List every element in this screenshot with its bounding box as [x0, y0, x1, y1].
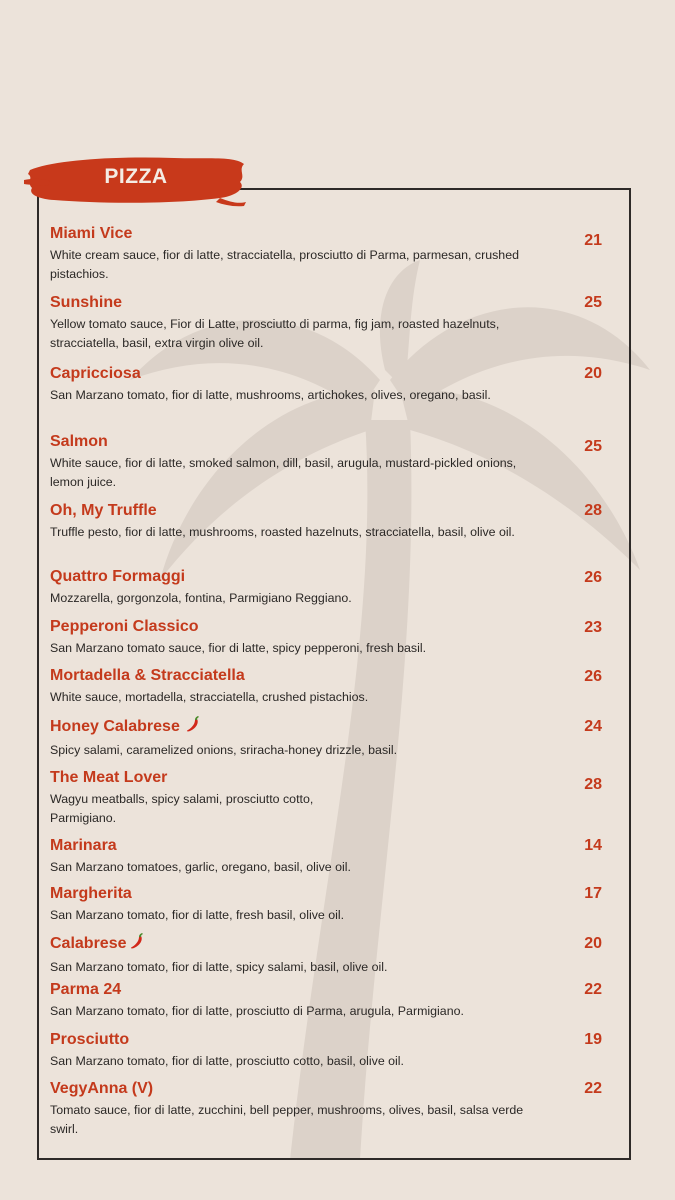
item-name: Pepperoni Classico [50, 618, 199, 635]
item-price: 25 [584, 438, 602, 455]
item-description: Spicy salami, caramelized onions, sriracha-honey drizzle, basil. [50, 743, 398, 757]
item-price: 26 [584, 668, 602, 685]
menu-item-calabrese [50, 933, 610, 977]
item-price: 14 [584, 837, 602, 854]
menu-item-marinara [50, 836, 610, 877]
item-name: Marinara [50, 837, 117, 854]
menu-item-miami-vice [50, 224, 610, 284]
item-description: San Marzano tomato, fior di latte, spicy salami, basil, olive oil. [50, 960, 388, 974]
item-description: San Marzano tomato, fior di latte, mushrooms, artichokes, olives, oregano, basil. [50, 388, 491, 402]
item-name-row [50, 716, 610, 739]
item-description: Mozzarella, gorgonzola, fontina, Parmigiano Reggiano. [50, 591, 352, 605]
item-name-row [50, 933, 610, 956]
item-description: White sauce, fior di latte, smoked salmon, dill, basil, arugula, mustard-pickled onions, lemon juice. [50, 456, 517, 489]
item-description: San Marzano tomato, fior di latte, prosciutto cotto, basil, olive oil. [50, 1054, 404, 1068]
item-price: 26 [584, 569, 602, 586]
item-description: San Marzano tomatoes, garlic, oregano, basil, olive oil. [50, 860, 351, 874]
item-name: Honey Calabrese [50, 718, 180, 735]
item-description: Yellow tomato sauce, Fior di Latte, prosciutto di parma, fig jam, roasted hazelnuts, stracciatella, basil, extra virgin olive oil. [50, 317, 500, 350]
chili-pepper-icon [130, 933, 144, 956]
menu-item-quattro-formaggi [50, 567, 610, 608]
menu-item-parma-24 [50, 980, 610, 1021]
item-price: 25 [584, 294, 602, 311]
section-banner [24, 150, 248, 208]
item-price: 22 [584, 1080, 602, 1097]
item-description: Wagyu meatballs, spicy salami, prosciutto cotto, Parmigiano. [50, 792, 314, 825]
item-name: Sunshine [50, 294, 123, 311]
menu-item-oh-my-truffle [50, 501, 610, 542]
item-description: White sauce, mortadella, stracciatella, crushed pistachios. [50, 690, 369, 704]
item-price: 20 [584, 365, 602, 382]
item-name: Margherita [50, 885, 132, 902]
item-description: San Marzano tomato sauce, fior di latte, spicy pepperoni, fresh basil. [50, 641, 427, 655]
item-price: 24 [584, 718, 602, 735]
item-name: Prosciutto [50, 1031, 130, 1048]
item-name: Miami Vice [50, 225, 133, 242]
menu-item-honey-calabrese [50, 716, 610, 760]
item-description: San Marzano tomato, fior di latte, prosciutto di Parma, arugula, Parmigiano. [50, 1004, 464, 1018]
chili-pepper-icon [186, 716, 200, 739]
item-price: 19 [584, 1031, 602, 1048]
item-price: 20 [584, 935, 602, 952]
item-name: Parma 24 [50, 981, 122, 998]
item-description: Tomato sauce, fior di latte, zucchini, bell pepper, mushrooms, olives, basil, salsa verde swirl. [50, 1103, 524, 1136]
item-description: San Marzano tomato, fior di latte, fresh basil, olive oil. [50, 908, 345, 922]
item-price: 23 [584, 619, 602, 636]
item-name: Quattro Formaggi [50, 568, 186, 585]
item-name: The Meat Lover [50, 769, 168, 786]
menu-item-salmon [50, 432, 610, 492]
item-description: White cream sauce, fior di latte, stracciatella, prosciutto di Parma, parmesan, crushed pistachios. [50, 248, 519, 281]
item-name: VegyAnna (V) [50, 1080, 154, 1097]
menu-item-the-meat-lover [50, 768, 610, 828]
menu-item-margherita [50, 884, 610, 925]
item-price: 28 [584, 776, 602, 793]
item-price: 17 [584, 885, 602, 902]
menu-item-mortadella-stracciatella [50, 666, 610, 707]
item-name: Salmon [50, 433, 108, 450]
menu-item-sunshine [50, 293, 610, 353]
item-name: Capricciosa [50, 365, 141, 382]
menu-item-pepperoni-classico [50, 617, 610, 658]
menu-item-prosciutto [50, 1030, 610, 1071]
menu-item-vegyanna [50, 1079, 610, 1139]
menu-item-capricciosa [50, 364, 610, 405]
item-price: 22 [584, 981, 602, 998]
item-price: 28 [584, 502, 602, 519]
item-name: Oh, My Truffle [50, 502, 157, 519]
item-price: 21 [584, 232, 602, 249]
section-title: PIZZA [104, 165, 168, 188]
item-name: Calabrese [50, 935, 127, 952]
item-name: Mortadella & Stracciatella [50, 667, 245, 684]
item-description: Truffle pesto, fior di latte, mushrooms, roasted hazelnuts, stracciatella, basil, olive oil. [50, 525, 515, 539]
